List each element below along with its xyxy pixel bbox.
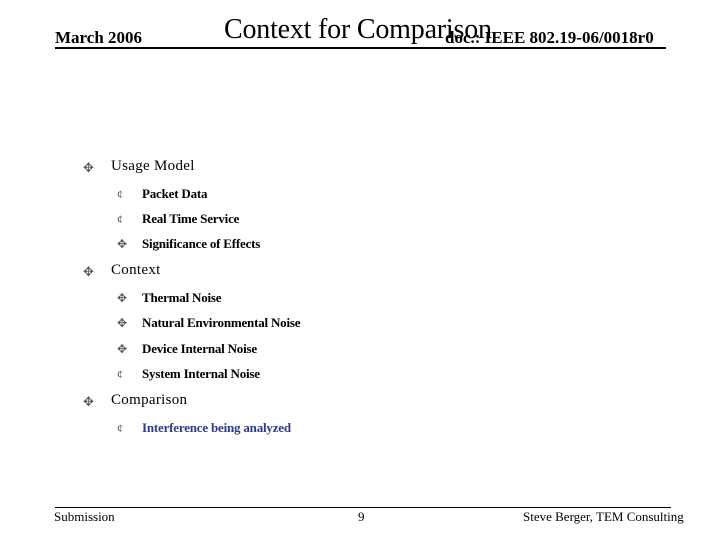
- cross-bullet-icon: ✥: [117, 237, 128, 251]
- cross-bullet-icon: ✥: [83, 264, 94, 279]
- cross-bullet-icon: ✥: [83, 394, 94, 409]
- cross-bullet-icon: ✥: [117, 291, 128, 305]
- sub-bullet-significance: Significance of Effects: [142, 236, 261, 251]
- header-date: March 2006: [55, 28, 143, 47]
- footer-author: Steve Berger, TEM Consulting: [523, 509, 684, 524]
- arc-bullet-icon: ¢: [117, 421, 123, 435]
- footer-rule: [55, 507, 671, 508]
- cross-bullet-icon: ✥: [117, 342, 128, 356]
- arc-bullet-icon: ¢: [117, 212, 123, 226]
- bullet-comparison: Comparison: [111, 392, 188, 408]
- cross-bullet-icon: ✥: [83, 160, 94, 175]
- footer-submission: Submission: [54, 509, 115, 524]
- footer-page-number: 9: [358, 509, 365, 524]
- bullet-usage-model: Usage Model: [111, 158, 195, 174]
- sub-bullet-real-time-service: Real Time Service: [142, 211, 240, 226]
- sub-bullet-packet-data: Packet Data: [142, 186, 208, 201]
- sub-bullet-natural-env-noise: Natural Environmental Noise: [142, 315, 301, 330]
- sub-bullet-thermal-noise: Thermal Noise: [142, 290, 222, 305]
- arc-bullet-icon: ¢: [117, 367, 123, 381]
- sub-bullet-device-internal-noise: Device Internal Noise: [142, 341, 257, 356]
- header-doc-id: doc.: IEEE 802.19-06/0018r0: [445, 28, 654, 47]
- sub-bullet-system-internal-noise: System Internal Noise: [142, 366, 260, 381]
- cross-bullet-icon: ✥: [117, 316, 128, 330]
- arc-bullet-icon: ¢: [117, 187, 123, 201]
- slide-title: Context for Comparison: [224, 14, 492, 45]
- bullet-context: Context: [111, 262, 161, 278]
- sub-bullet-interference-analyzed: Interference being analyzed: [142, 420, 291, 435]
- header-rule: [55, 47, 666, 49]
